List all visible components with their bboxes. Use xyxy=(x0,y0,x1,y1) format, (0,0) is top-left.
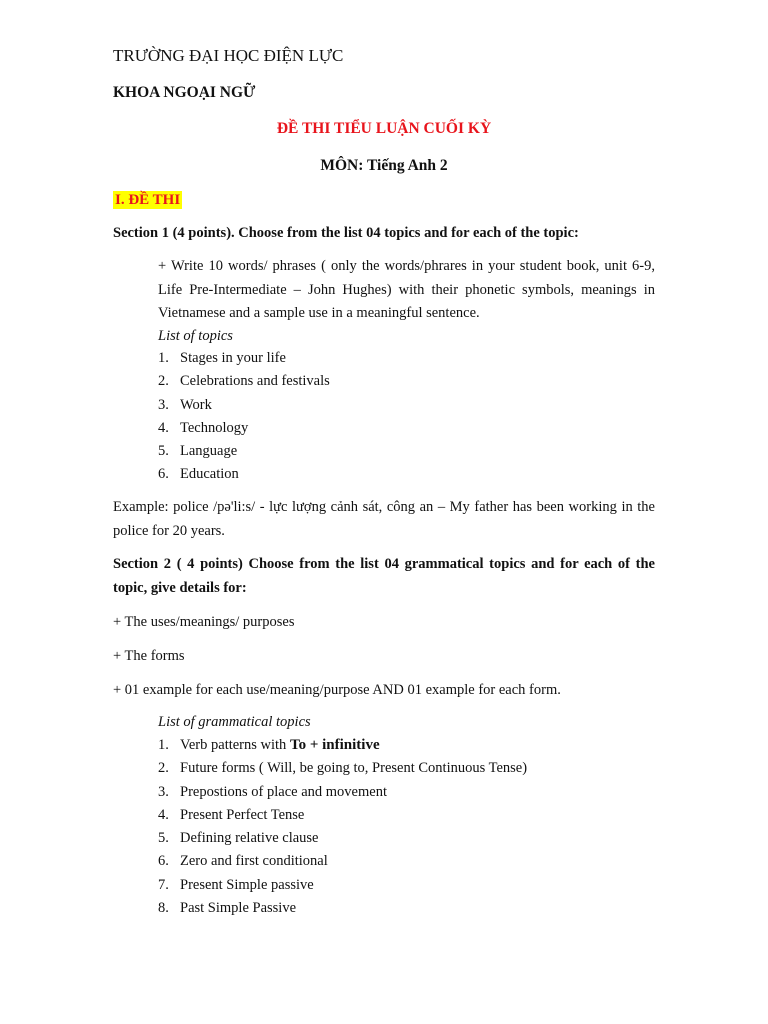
faculty-name: KHOA NGOẠI NGỮ xyxy=(113,84,256,101)
list-item: 4. Technology xyxy=(158,419,249,436)
list-item: 7. Present Simple passive xyxy=(158,876,314,893)
section1-example: Example: police /pə'li:s/ - lực lượng cảnh sát, công an – My father has been working in the police for 20 years. xyxy=(113,499,655,539)
exam-title: ĐỀ THI TIỂU LUẬN CUỐI KỲ xyxy=(276,120,492,137)
section1-list-title: List of topics xyxy=(158,328,233,344)
list-item: 5. Defining relative clause xyxy=(158,830,319,847)
subject-title: MÔN: Tiếng Anh 2 xyxy=(320,157,448,174)
list-item: 1. Stages in your life xyxy=(158,350,286,366)
list-item: 8. Past Simple Passive xyxy=(158,900,297,917)
list-item: 5. Language xyxy=(158,443,238,460)
part-heading: I. ĐỀ THI xyxy=(115,192,181,208)
grammar-topics-list xyxy=(158,734,658,920)
section2-point-examples: + 01 example for each use/meaning/purpose AND 01 example for each form. xyxy=(113,682,561,698)
section2-heading: Section 2 ( 4 points) Choose from the list 04 grammatical topics and for each of the topic, give details for: xyxy=(113,556,655,596)
to-infinitive-bold: To + infinitive xyxy=(289,737,380,753)
section2-list-title: List of grammatical topics xyxy=(158,714,311,730)
list-item: 2. Future forms ( Will, be going to, Present Continuous Tense) xyxy=(158,760,528,777)
list-item: 1. Verb patterns with To + infinitive xyxy=(158,737,380,753)
list-item: 6. Zero and first conditional xyxy=(158,853,328,870)
section2-point-uses: + The uses/meanings/ purposes xyxy=(113,614,295,630)
section1-instruction: + Write 10 words/ phrases ( only the words/phrares in your student book, unit 6-9, Life Pre-Intermediate – John Hughes) with their phonetic symbols, meanings in Vietnamese and a sample use in a meaningful sentence. xyxy=(158,258,655,321)
topics-list xyxy=(158,347,658,487)
list-item: 4. Present Perfect Tense xyxy=(158,806,305,823)
verb-pattern-prefix: Verb patterns with xyxy=(180,737,290,753)
list-item: 2. Celebrations and festivals xyxy=(158,373,330,390)
list-item: 3. Work xyxy=(158,396,212,413)
section1-heading: Section 1 (4 points). Choose from the list 04 topics and for each of the topic: xyxy=(113,225,579,241)
university-name: TRƯỜNG ĐẠI HỌC ĐIỆN LỰC xyxy=(113,46,344,65)
list-item: 6. Education xyxy=(158,466,239,483)
section2-point-forms: + The forms xyxy=(113,648,185,664)
list-item: 3. Prepostions of place and movement xyxy=(158,783,387,800)
